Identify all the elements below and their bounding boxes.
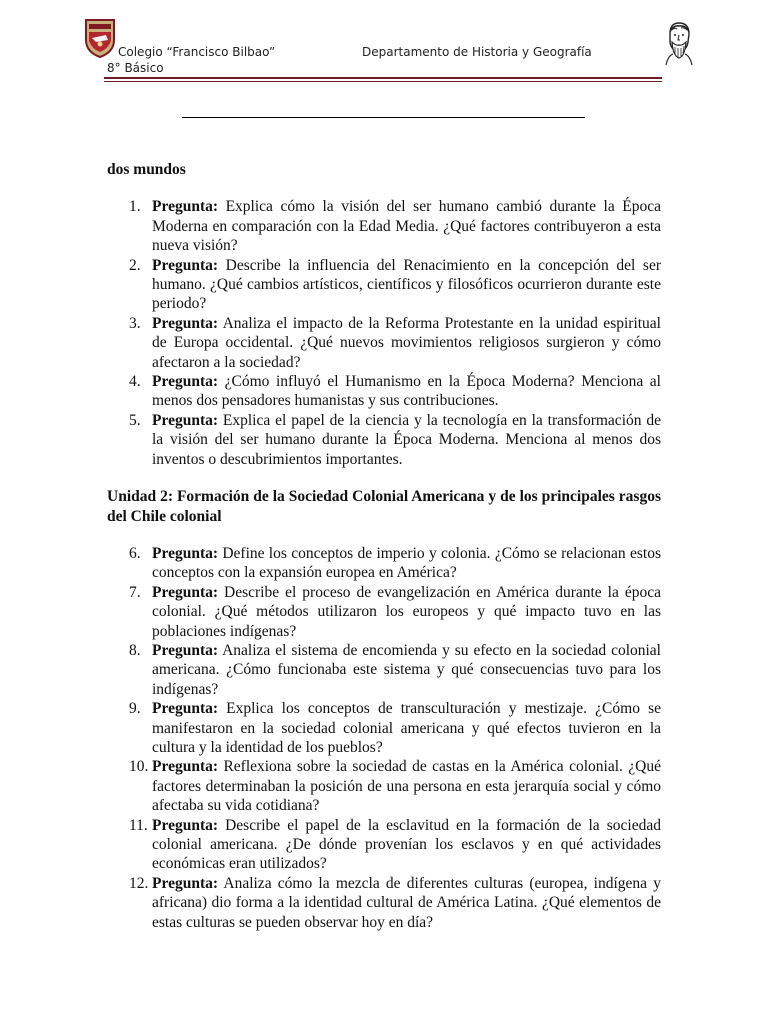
question-body [152, 411, 661, 469]
question-number: 10. [129, 758, 149, 776]
department-name: Departamento de Historia y Geografía [362, 45, 592, 59]
question-text: Define los conceptos de imperio y colonia. ¿Cómo se relacionan estos conceptos con la expansión europea en América? [152, 544, 661, 582]
question-number: 12. [129, 874, 149, 892]
question-item [107, 816, 661, 874]
question-number: 3. [129, 314, 141, 332]
question-text: Reflexiona sobre la sociedad de castas en la América colonial. ¿Qué factores determinaban la posición de una persona en esta jerarquía social y cómo afectaba su vida cotidiana? [152, 758, 662, 815]
question-item [107, 699, 661, 757]
section-title: dos mundos [107, 161, 186, 178]
question-body [152, 256, 661, 314]
question-label: Pregunta: [152, 256, 219, 274]
question-item [107, 256, 661, 314]
question-number: 1. [129, 198, 141, 216]
question-body [152, 583, 661, 641]
question-body [152, 874, 661, 932]
question-list [107, 197, 661, 469]
question-text: Explica el papel de la ciencia y la tecnología en la transformación de la visión del ser humano durante la Época Moderna. Menciona al menos dos inventos o descubrimientos importantes. [152, 411, 662, 468]
unit-title: Unidad 2: Formación de la Sociedad Colonial Americana y de los principales rasgos del Chile colonial [107, 488, 661, 525]
question-text: Describe el proceso de evangelización en América durante la época colonial. ¿Qué métodos utilizaron los europeos y qué impacto tuvo en las poblaciones indígenas? [152, 583, 661, 640]
question-number: 9. [129, 700, 141, 718]
question-item [107, 314, 661, 372]
school-name: Colegio “Francisco Bilbao” [118, 45, 276, 59]
question-label: Pregunta: [152, 544, 219, 562]
title-blank-line [182, 117, 585, 118]
question-number: 6. [129, 544, 141, 562]
school-crest-logo [84, 16, 116, 58]
question-body [152, 816, 661, 874]
question-body [152, 641, 661, 699]
question-label: Pregunta: [152, 198, 219, 216]
question-item [107, 757, 661, 815]
question-text: Describe el papel de la esclavitud en la formación de la sociedad colonial americana. ¿De dónde provenían los esclavos y en qué actividades económicas eran utilizados? [152, 816, 661, 873]
question-text: Explica los conceptos de transculturación y mestizaje. ¿Cómo se manifestaron en la sociedad colonial americana y qué efectos tuvieron en la cultura y la identidad de los pueblos? [152, 700, 661, 756]
document-body [107, 160, 661, 932]
question-body [152, 372, 661, 411]
question-text: Analiza cómo la mezcla de diferentes culturas (europea, indígena y africana) dio forma a la identidad cultural de América Latina. ¿Qué elementos de estas culturas se pueden observar hoy en día? [152, 874, 661, 931]
question-number: 4. [129, 373, 141, 391]
question-label: Pregunta: [152, 758, 219, 776]
question-number: 7. [129, 583, 141, 601]
question-number: 2. [129, 256, 141, 274]
question-list [107, 544, 661, 932]
grade-level: 8° Básico [107, 61, 164, 75]
question-item [107, 583, 661, 641]
question-text: ¿Cómo influyó el Humanismo en la Época Moderna? Menciona al menos dos pensadores humanistas y sus contribuciones. [152, 373, 661, 410]
question-label: Pregunta: [152, 373, 219, 391]
question-text: Describe la influencia del Renacimiento en la concepción del ser humano. ¿Qué cambios artísticos, científicos y filosóficos ocurrieron durante este periodo? [152, 256, 661, 313]
header-rule-thin [104, 81, 662, 82]
question-text: Analiza el impacto de la Reforma Protestante en la unidad espiritual de Europa occidental. ¿Qué nuevos movimientos religiosos surgieron y cómo afectaron a la sociedad? [152, 314, 661, 371]
question-label: Pregunta: [152, 641, 219, 659]
question-body [152, 544, 661, 583]
philosopher-portrait-icon [660, 20, 698, 66]
question-text: Analiza el sistema de encomienda y su efecto en la sociedad colonial americana. ¿Cómo funcionaba este sistema y qué consecuencias tuvo para los indígenas? [152, 641, 661, 698]
question-item [107, 874, 661, 932]
header-rule-thick [104, 77, 662, 79]
question-number: 8. [129, 641, 141, 659]
question-item [107, 544, 661, 583]
question-text: Explica cómo la visión del ser humano cambió durante la Época Moderna en comparación con la Edad Media. ¿Qué factores contribuyeron a esta nueva visión? [152, 198, 661, 255]
question-body [152, 197, 661, 255]
question-item [107, 411, 661, 469]
question-label: Pregunta: [152, 411, 219, 429]
question-number: 11. [129, 816, 148, 834]
question-body [152, 757, 661, 815]
question-number: 5. [129, 411, 141, 429]
question-label: Pregunta: [152, 583, 219, 601]
question-label: Pregunta: [152, 314, 219, 332]
question-body [152, 314, 661, 372]
question-label: Pregunta: [152, 816, 219, 834]
question-item [107, 641, 661, 699]
question-item [107, 197, 661, 255]
question-item [107, 372, 661, 411]
question-body [152, 699, 661, 757]
question-label: Pregunta: [152, 874, 219, 892]
question-label: Pregunta: [152, 700, 219, 718]
